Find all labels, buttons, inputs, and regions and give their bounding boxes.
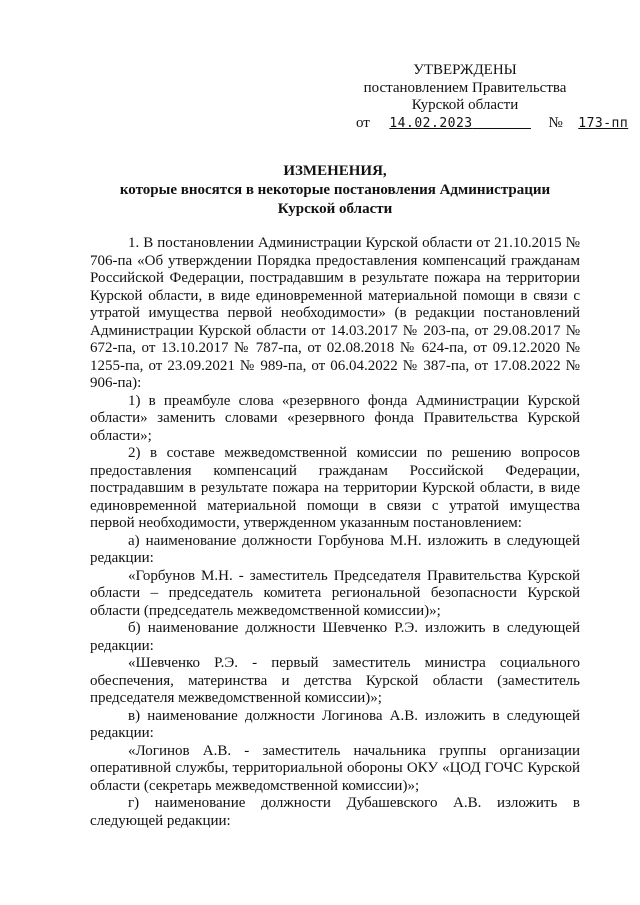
approval-heading: УТВЕРЖДЕНЫ (413, 62, 517, 78)
document-title (90, 162, 580, 219)
number-prefix: № (548, 114, 563, 131)
approval-line-region: Курской области (411, 97, 519, 113)
date-prefix: от (356, 114, 370, 131)
paragraph-b-text: «Шевченко Р.Э. - первый заместитель министра социального обеспечения, материнства и детства Курской области (заместитель председателя межведомственной комиссии)»; (90, 655, 580, 706)
paragraph-1: 1. В постановлении Администрации Курской области от 21.10.2015 № 706-па «Об утверждении Порядка предоставления компенсаций гражданам Российской Федерации, пострадавшим в результате пожара на территории Курской области, в виде единовременной материальной помощи в связи с утратой имущества первой необходимости» (в редакции постановлений Администрации Курской области от 14.03.2017 № 203-па, от 29.08.2017 № 672-па, от 13.10.2017 № 787-па, от 02.08.2018 № 624-па, от 09.12.2020 № 1255-па, от 23.09.2021 № 989-па, от 06.04.2022 № 387-па, от 17.08.2022 № 906-па): (90, 235, 580, 391)
title-line-2: которые вносятся в некоторые постановления Администрации (119, 182, 551, 198)
paragraph-b: б) наименование должности Шевченко Р.Э. изложить в следующей редакции: (90, 620, 580, 654)
approval-line-government: постановлением Правительства (363, 79, 567, 96)
paragraph-1-2: 2) в составе межведомственной комиссии по решению вопросов предоставления компенсаций гражданам Российской Федерации, пострадавшим в результате пожара на территории Курской области, в виде единовременной материальной помощи в связи с утратой имущества первой необходимости, утвержденном указанным постановлением: (90, 445, 580, 531)
paragraph-v: в) наименование должности Логинова А.В. изложить в следующей редакции: (90, 707, 580, 741)
paragraph-v-text: «Логинов А.В. - заместитель начальника группы организации оперативной службы, территориальной обороны ОКУ «ЦОД ГОЧС Курской области (секретарь межведомственной комиссии)»; (90, 742, 580, 794)
approval-date: 14.02.2023 (389, 115, 473, 131)
paragraph-1-1: 1) в преамбуле слова «резервного фонда Администрации Курской области» заменить словами «резервного фонда Правительства Курской области»; (90, 392, 580, 444)
title-line-3: Курской области (277, 201, 393, 217)
title-line-1: ИЗМЕНЕНИЯ, (283, 163, 387, 179)
approval-number: 173-пп (578, 115, 629, 131)
approval-stamp (340, 62, 629, 132)
paragraph-g: г) наименование должности Дубашевского А.В. изложить в следующей редакции: (90, 795, 580, 829)
document-body (90, 235, 580, 830)
paragraph-a-text: «Горбунов М.Н. - заместитель Председателя Правительства Курской области – председатель комитета региональной безопасности Курской области (председатель межведомственной комиссии)»; (90, 567, 580, 619)
approval-date-row (340, 114, 629, 133)
paragraph-a: а) наименование должности Горбунова М.Н. изложить в следующей редакции: (90, 532, 580, 566)
